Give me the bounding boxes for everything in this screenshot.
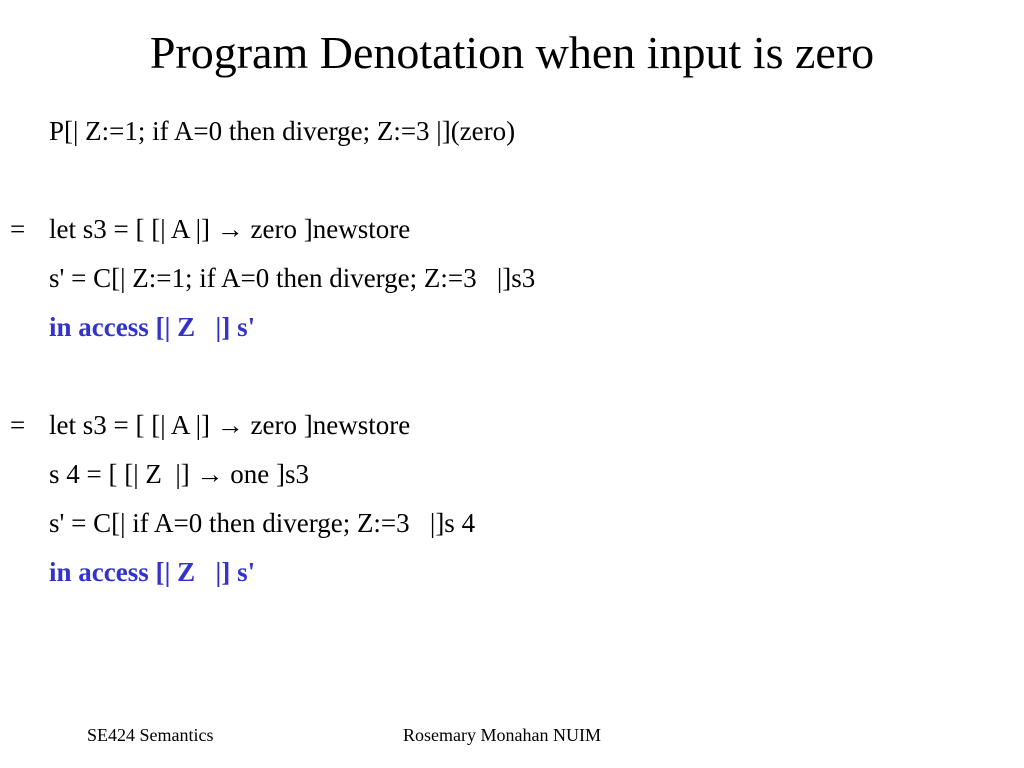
equals-sign-2: = xyxy=(10,410,26,440)
slide-title: Program Denotation when input is zero xyxy=(149,27,875,78)
footer-course: SE424 Semantics xyxy=(87,725,214,745)
step2-store-line: s' = C[| if A=0 then diverge; Z:=3 |]s 4 xyxy=(49,508,476,538)
step2-access-line: in access [| Z |] s' xyxy=(49,557,256,587)
step1-store-line: s' = C[| Z:=1; if A=0 then diverge; Z:=3 |]s3 xyxy=(49,263,536,293)
step2-s4-line: s 4 = [ [| Z |] → one ]s3 xyxy=(49,459,309,489)
step2-let-line: let s3 = [ [| A |] → zero ]newstore xyxy=(49,410,411,440)
equals-sign-1: = xyxy=(10,214,26,244)
step1-let-line: let s3 = [ [| A |] → zero ]newstore xyxy=(49,214,411,244)
step1-access-line: in access [| Z |] s' xyxy=(49,312,256,342)
footer-author: Rosemary Monahan NUIM xyxy=(403,725,601,745)
program-expression: P[| Z:=1; if A=0 then diverge; Z:=3 |](zero) xyxy=(49,116,516,146)
